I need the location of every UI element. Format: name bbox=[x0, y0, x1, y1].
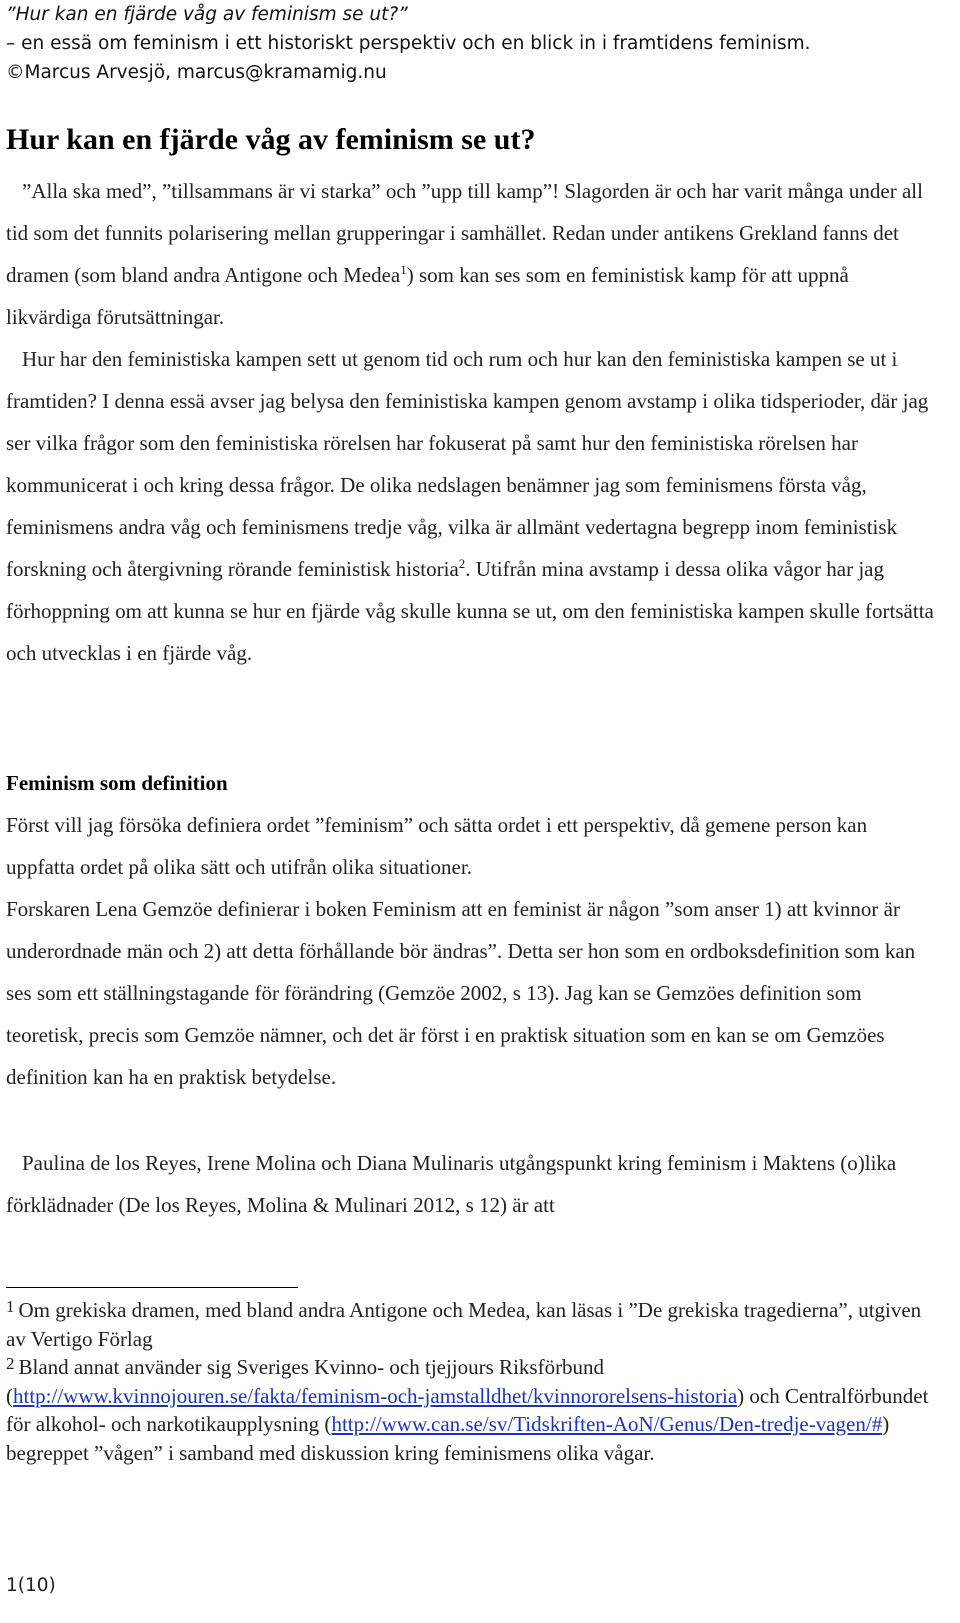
footnote-text: ) begreppet ”vågen” i samband med diskussion kring feminismens olika vågar. bbox=[6, 1412, 890, 1465]
footnote-number: 2 bbox=[6, 1354, 15, 1373]
paragraph-text: ”Alla ska med”, ”tillsammans är vi starka” och ”upp till kamp”! Slagorden är och har varit många under all tid som det funnits polarisering mellan grupperingar i samhället. Redan under antikens Grekland fanns det dramen (som bland andra Antigone och Medea bbox=[6, 179, 923, 287]
paragraph-de-los-reyes bbox=[6, 1142, 936, 1226]
paragraph-text: . Utifrån mina avstamp i dessa olika vågor har jag förhoppning om att kunna se hur en fjärde våg skulle kunna se ut, om den feministiska kampen skulle fortsätta och utvecklas i en fjärde våg. bbox=[6, 557, 934, 665]
footnote-text: Bland annat använder sig Sveriges Kvinno- och tjejjours Riksförbund ( bbox=[6, 1355, 605, 1408]
footnotes bbox=[6, 1296, 936, 1467]
paragraph-gemzoe: Forskaren Lena Gemzöe definierar i boken Feminism att en feminist är någon ”som anser 1) att kvinnor är underordnade män och 2) att detta förhållande bör ändras”. Detta ser hon som en ordboksdefinition som kan ses som ett ställningstagande för förändring (Gemzöe 2002, s 13). Jag kan se Gemzöes definition som teoretisk, precis som Gemzöe nämner, och det är först i en praktisk situation som en kan se om Gemzöes definition kan ha en praktisk betydelse. bbox=[6, 897, 916, 1089]
footnote-link-kvinnojouren[interactable]: http://www.kvinnojouren.se/fakta/feminism-och-jamstalldhet/kvinnororelsens-historia bbox=[13, 1383, 738, 1408]
footnote-1 bbox=[6, 1296, 936, 1353]
footnote-ref-1[interactable]: 1 bbox=[400, 262, 407, 277]
page-number: 1(10) bbox=[6, 1575, 56, 1596]
header-author: ©Marcus Arvesjö, marcus@kramamig.nu bbox=[6, 62, 387, 83]
paragraph-text: Hur har den feministiska kampen sett ut genom tid och rum och hur kan den feministiska kampen se ut i framtiden? I denna essä avser jag belysa den feministiska kampen genom avstamp i olika tidsperioder, där jag ser vilka frågor som den feministiska rörelsen har fokuserat på samt hur den feministiska rörelsen har kommunicerat i och kring dessa frågor. De olika nedslagen benämner jag som feminismens första våg, feminismens andra våg och feminismens tredje våg, vilka är allmänt vedertagna begrepp inom feministisk forskning och återgivning rörande feministisk historia bbox=[6, 347, 929, 581]
paragraph-text: ) som kan ses som en feministisk kamp för att uppnå likvärdiga förutsättningar. bbox=[6, 263, 849, 329]
paragraph-purpose bbox=[6, 338, 936, 674]
footnote-ref-2[interactable]: 2 bbox=[458, 556, 466, 571]
footnote-2 bbox=[6, 1353, 936, 1467]
header-title: ”Hur kan en fjärde våg av feminism se ut?” bbox=[6, 4, 408, 25]
footnote-text: Om grekiska dramen, med bland andra Antigone och Medea, kan läsas i ”De grekiska tragedierna”, utgiven av Vertigo Förlag bbox=[6, 1298, 922, 1351]
footnote-text: ) och Centralförbundet för alkohol- och narkotikaupplysning ( bbox=[6, 1383, 929, 1436]
paragraph-definition: Först vill jag försöka definiera ordet ”feminism” och sätta ordet i ett perspektiv, då gemene person kan uppfatta ordet på olika sätt och utifrån olika situationer. bbox=[6, 813, 868, 879]
section-heading: Feminism som definition bbox=[6, 771, 228, 795]
footnote-number: 1 bbox=[6, 1297, 15, 1316]
footnote-divider bbox=[6, 1287, 298, 1288]
paragraph-text: Paulina de los Reyes, Irene Molina och Diana Mulinaris utgångspunkt kring feminism i Maktens (o)lika förklädnader (De los Reyes, Molina & Mulinari 2012, s 12) är att bbox=[6, 1151, 897, 1217]
header-subtitle: – en essä om feminism i ett historiskt perspektiv och en blick in i framtidens feminism. bbox=[6, 33, 811, 54]
document-title: Hur kan en fjärde våg av feminism se ut? bbox=[6, 123, 536, 156]
page-header bbox=[6, 0, 946, 87]
paragraph-intro bbox=[6, 170, 936, 338]
footnote-link-can[interactable]: http://www.can.se/sv/Tidskriften-AoN/Genus/Den-tredje-vagen/# bbox=[331, 1412, 883, 1436]
